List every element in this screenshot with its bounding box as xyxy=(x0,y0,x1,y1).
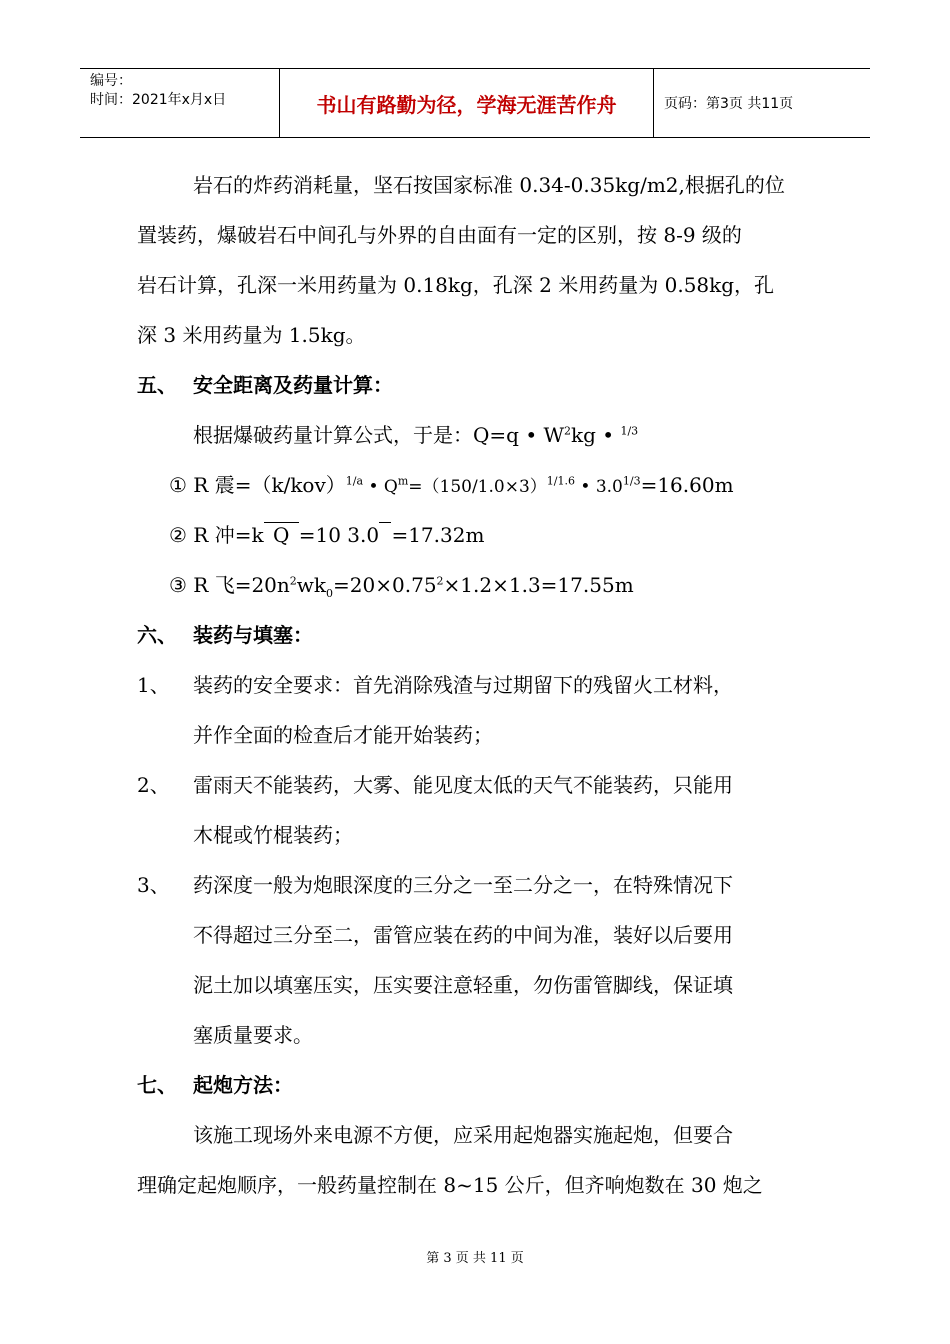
section-number: 五、 xyxy=(137,373,177,397)
list-number: 3、 xyxy=(137,873,170,897)
section-title: 起炮方法： xyxy=(193,1073,293,1097)
section-heading-7 xyxy=(137,1060,817,1110)
list-text: 装药的安全要求：首先消除残渣与过期留下的残留火工材料， xyxy=(193,673,733,697)
section-title: 安全距离及药量计算： xyxy=(193,373,393,397)
formula-sup: 1/1.6 xyxy=(546,474,575,488)
section-number: 六、 xyxy=(137,623,177,647)
formula-text: 根据爆破药量计算公式，于是：Q=q • W xyxy=(193,423,565,447)
formula-sup: 1/a xyxy=(345,474,364,488)
page-footer: 第 3 页 共 11 页 xyxy=(426,1251,524,1266)
list-continuation: 并作全面的检查后才能开始装药； xyxy=(193,723,493,747)
header-code-label: 编号： xyxy=(90,73,132,89)
formula-text: =（150/1.0×3） xyxy=(408,477,547,497)
formula-text: =20×0.75 xyxy=(333,573,437,597)
formula-text: ③ R 飞=20n xyxy=(169,573,290,597)
paragraph-line: 岩石计算，孔深一米用药量为 0.18kg，孔深 2 米用药量为 0.58kg，孔 xyxy=(137,273,775,297)
list-continuation: 塞质量要求。 xyxy=(193,1023,313,1047)
list-text: 雷雨天不能装药，大雾、能见度太低的天气不能装药，只能用 xyxy=(193,773,733,797)
formula-text: wk xyxy=(296,573,327,597)
sqrt-expression xyxy=(379,522,391,547)
formula-seismic xyxy=(137,460,817,510)
formula-text: ② R 冲=k xyxy=(169,523,264,547)
section-heading-6 xyxy=(137,610,817,660)
document-header xyxy=(80,68,870,138)
paragraph-line: 岩石的炸药消耗量，坚石按国家标准 0.34-0.35kg/m2,根据孔的位 xyxy=(193,173,785,197)
document-body xyxy=(137,160,817,1210)
formula-sup: m xyxy=(397,474,409,488)
formula-sup: 2 xyxy=(436,574,444,588)
formula-text: • 3.0 xyxy=(574,477,623,497)
formula-text: =16.60m xyxy=(640,473,734,497)
paragraph-line: 置装药，爆破岩石中间孔与外界的自由面有一定的区别，按 8-9 级的 xyxy=(137,223,742,247)
paragraph-line: 该施工现场外来电源不方便，应采用起炮器实施起炮，但要合 xyxy=(193,1123,733,1147)
formula-shock xyxy=(137,510,817,560)
list-item-2 xyxy=(137,760,817,810)
formula-text: ① R 震=（k/kov） xyxy=(169,473,346,497)
list-number: 2、 xyxy=(137,773,170,797)
header-page-info: 页码：第3页 共11页 xyxy=(664,96,794,112)
formula-intro xyxy=(137,410,817,460)
header-meta xyxy=(80,69,280,137)
formula-flyrock xyxy=(137,560,817,610)
section-heading-5 xyxy=(137,360,817,410)
list-item-1 xyxy=(137,660,817,710)
formula-sup: 1/3 xyxy=(622,474,641,488)
list-item-3 xyxy=(137,860,817,910)
paragraph-line: 深 3 米用药量为 1.5kg。 xyxy=(137,323,366,347)
formula-text: =17.32m xyxy=(391,523,485,547)
header-time-label: 时间：2021年x月x日 xyxy=(90,92,227,108)
formula-text: • Q xyxy=(363,477,398,497)
formula-text: ×1.2×1.3=17.55m xyxy=(443,573,634,597)
formula-sup: 2 xyxy=(564,424,572,438)
section-number: 七、 xyxy=(137,1073,177,1097)
list-continuation: 木棍或竹棍装药； xyxy=(193,823,353,847)
paragraph-line: 理确定起炮顺序，一般药量控制在 8~15 公斤，但齐响炮数在 30 炮之 xyxy=(137,1173,763,1197)
formula-sup: 2 xyxy=(289,574,297,588)
list-continuation: 不得超过三分至二，雷管应装在药的中间为准，装好以后要用 xyxy=(193,923,733,947)
list-continuation: 泥土加以填塞压实，压实要注意轻重，勿伤雷管脚线，保证填 xyxy=(193,973,733,997)
formula-text: kg • xyxy=(571,423,621,447)
formula-sup: 1/3 xyxy=(620,424,639,438)
list-number: 1、 xyxy=(137,673,170,697)
formula-sub: 0 xyxy=(326,587,334,600)
sqrt-expression: Q xyxy=(264,522,299,547)
list-text: 药深度一般为炮眼深度的三分之一至二分之一，在特殊情况下 xyxy=(193,873,733,897)
header-motto: 书山有路勤为径，学海无涯苦作舟 xyxy=(280,69,654,137)
formula-text: =10 3.0 xyxy=(298,523,380,547)
section-title: 装药与填塞： xyxy=(193,623,313,647)
